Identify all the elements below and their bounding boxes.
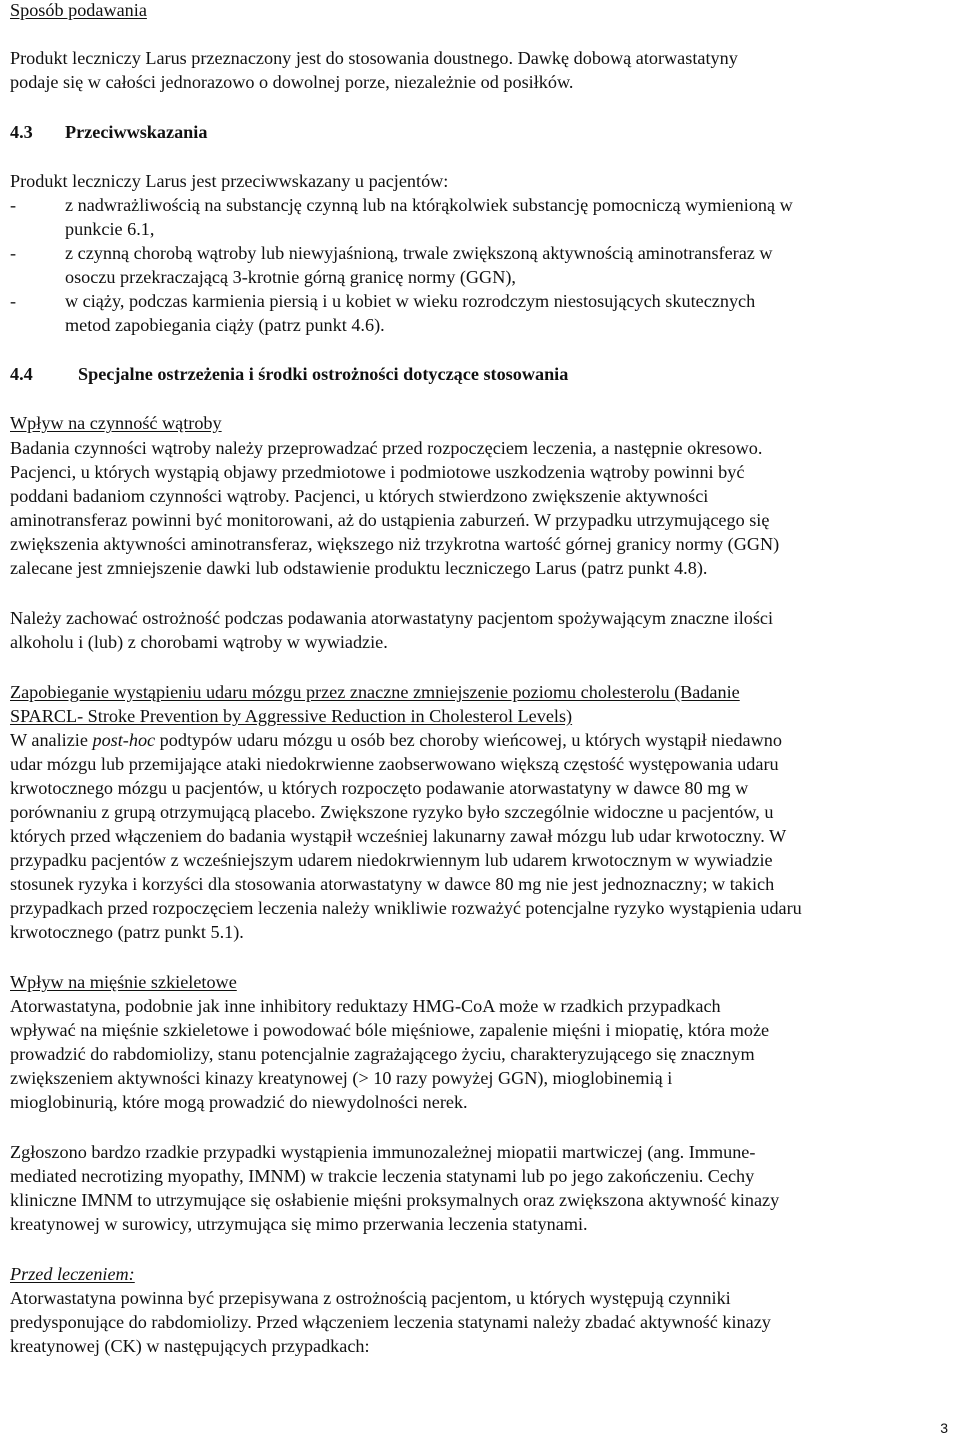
section-title-warnings: Specjalne ostrzeżenia i środki ostrożności dotyczące stosowania: [78, 364, 569, 384]
paragraph-line: których przed włączeniem do badania wystąpił wcześniej lakunarny zawał mózgu lub udar krwotoczny. W: [10, 826, 787, 846]
paragraph-line: krwotocznego (patrz punkt 5.1).: [10, 922, 244, 942]
paragraph-line: aminotransferaz powinni być monitorowani, aż do ustąpienia zaburzeń. W przypadku utrzymującego się: [10, 510, 770, 530]
paragraph-line: wpływać na mięśnie szkieletowe i powodować bóle mięśniowe, zapalenie mięśni i miopatię, która może: [10, 1020, 770, 1040]
text-run: podtypów udaru mózgu u osób bez choroby wieńcowej, u których wystąpił niedawno: [155, 730, 782, 750]
list-dash: -: [10, 291, 17, 311]
paragraph-line: zalecane jest zmniejszenie dawki lub odstawienie produktu leczniczego Larus (patrz punkt 4.8).: [10, 558, 708, 578]
list-item-line: punkcie 6.1,: [65, 219, 155, 239]
list-dash: -: [10, 243, 17, 263]
paragraph-line: Atorwastatyna, podobnie jak inne inhibitory reduktazy HMG-CoA może w rzadkich przypadkach: [10, 996, 721, 1016]
paragraph-line: przypadku pacjentów z wcześniejszym udarem niedokrwiennym lub udarem krwotocznym w wywiadzie: [10, 850, 773, 870]
subheading-before-treatment: Przed leczeniem:: [10, 1264, 135, 1284]
section-number-4-3: 4.3: [10, 122, 33, 142]
section-number-4-4: 4.4: [10, 364, 33, 384]
list-dash: -: [10, 195, 17, 215]
paragraph-line: Atorwastatyna powinna być przepisywana z ostrożnością pacjentom, u których występują czynniki: [10, 1288, 731, 1308]
paragraph-line: predysponujące do rabdomiolizy. Przed włączeniem leczenia statynami należy zbadać aktywność kinazy: [10, 1312, 771, 1332]
list-item-line: z czynną chorobą wątroby lub niewyjaśnioną, trwale zwiększoną aktywnością aminotransferaz w: [65, 243, 773, 263]
list-item-line: w ciąży, podczas karmienia piersią i u kobiet w wieku rozrodczym niestosujących skutecznych: [65, 291, 756, 311]
paragraph-line: poddani badaniom czynności wątroby. Pacjenci, u których stwierdzono zwiększenie aktywności: [10, 486, 709, 506]
paragraph-line: mediated necrotizing myopathy, IMNM) w trakcie leczenia statynami lub po jego zakończeniu. Cechy: [10, 1166, 755, 1186]
page-number: 3: [940, 1420, 948, 1436]
paragraph-line: prowadzić do rabdomiolizy, stanu potencjalnie zagrażającego życiu, charakteryzującego się znacznym: [10, 1044, 755, 1064]
paragraph-line: podaje się w całości jednorazowo o dowolnej porze, niezależnie od posiłków.: [10, 72, 574, 92]
subheading-muscle: Wpływ na mięśnie szkieletowe: [10, 972, 237, 992]
subheading-sparcl: SPARCL- Stroke Prevention by Aggressive Reduction in Cholesterol Levels): [10, 706, 573, 726]
paragraph-line: Należy zachować ostrożność podczas podawania atorwastatyny pacjentom spożywającym znaczne ilości: [10, 608, 774, 628]
paragraph-line: porównaniu z grupą otrzymującą placebo. Zwiększone ryzyko było szczególnie widoczne u pacjentów, u: [10, 802, 774, 822]
italic-term: post-hoc: [92, 730, 156, 750]
paragraph-line: [10, 728, 782, 752]
paragraph-line: kreatynowej (CK) w następujących przypadkach:: [10, 1336, 370, 1356]
text-run: W analizie: [10, 730, 93, 750]
paragraph-line: Badania czynności wątroby należy przeprowadzać przed rozpoczęciem leczenia, a następnie okresowo.: [10, 438, 763, 458]
subheading-sparcl: Zapobieganie wystąpieniu udaru mózgu przez znaczne zmniejszenie poziomu cholesterolu (Badanie: [10, 682, 740, 702]
section-title-contraindications: Przeciwwskazania: [65, 122, 208, 142]
section-heading-administration: Sposób podawania: [10, 0, 147, 20]
paragraph-line: Produkt leczniczy Larus jest przeciwwskazany u pacjentów:: [10, 171, 449, 191]
list-item-line: z nadwrażliwością na substancję czynną lub na którąkolwiek substancję pomocniczą wymienioną w: [65, 195, 793, 215]
paragraph-line: zwiększenia aktywności aminotransferaz, większego niż trzykrotna wartość górnej granicy normy (GGN): [10, 534, 780, 554]
paragraph-line: alkoholu i (lub) z chorobami wątroby w wywiadzie.: [10, 632, 388, 652]
list-item-line: osoczu przekraczającą 3-krotnie górną granicę normy (GGN),: [65, 267, 516, 287]
paragraph-line: zwiększeniem aktywności kinazy kreatynowej (> 10 razy powyżej GGN), mioglobinemią i: [10, 1068, 673, 1088]
paragraph-line: stosunek ryzyka i korzyści dla stosowania atorwastatyny w dawce 80 mg nie jest jednoznaczny; w takich: [10, 874, 775, 894]
paragraph-line: przypadkach przed rozpoczęciem leczenia należy wnikliwie rozważyć potencjalne ryzyko wystąpienia udaru: [10, 898, 802, 918]
paragraph-line: mioglobinurią, które mogą prowadzić do niewydolności nerek.: [10, 1092, 468, 1112]
paragraph-line: Zgłoszono bardzo rzadkie przypadki wystąpienia immunozależnej miopatii martwiczej (ang. Immune-: [10, 1142, 756, 1162]
paragraph-line: udar mózgu lub przemijające ataki niedokrwienne zaobserwowano większą częstość występowania udaru: [10, 754, 779, 774]
paragraph-line: Pacjenci, u których wystąpią objawy przedmiotowe i podmiotowe uszkodzenia wątroby powinni być: [10, 462, 745, 482]
list-item-line: metod zapobiegania ciąży (patrz punkt 4.6).: [65, 315, 385, 335]
paragraph-line: krwotocznego mózgu u pacjentów, u których rozpoczęto podawanie atorwastatyny w dawce 80 mg w: [10, 778, 749, 798]
paragraph-line: Produkt leczniczy Larus przeznaczony jest do stosowania doustnego. Dawkę dobową atorwastatyny: [10, 48, 738, 68]
subheading-liver: Wpływ na czynność wątroby: [10, 413, 222, 433]
paragraph-line: kreatynowej w surowicy, utrzymująca się mimo przerwania leczenia statynami.: [10, 1214, 588, 1234]
paragraph-line: kliniczne IMNM to utrzymujące się osłabienie mięśni proksymalnych oraz zwiększona aktywność kinazy: [10, 1190, 780, 1210]
